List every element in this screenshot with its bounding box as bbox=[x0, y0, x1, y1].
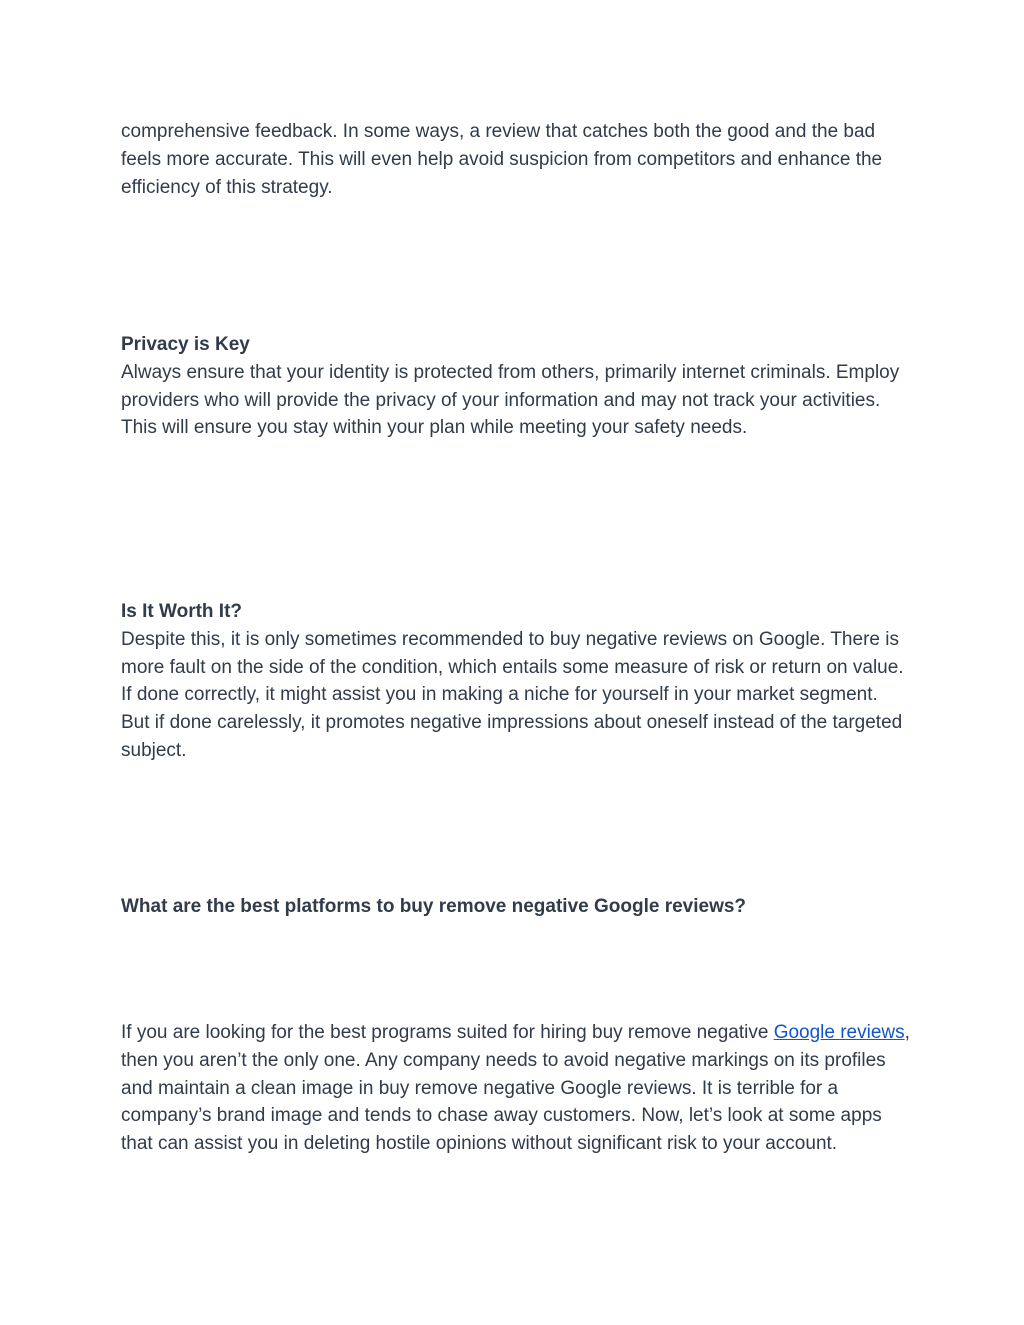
privacy-text: Always ensure that your identity is protected from others, primarily internet criminals. Employ providers who will provide the privacy of your information and may not track your activities. This will ensure you stay within your plan while meeting your safety needs. bbox=[121, 361, 900, 439]
closing-text bbox=[121, 1019, 911, 1158]
privacy-section bbox=[121, 331, 911, 442]
worth-section bbox=[121, 598, 911, 765]
privacy-heading: Privacy is Key bbox=[121, 334, 250, 355]
intro-paragraph bbox=[121, 118, 911, 201]
platforms-heading: What are the best platforms to buy remove negative Google reviews? bbox=[121, 896, 747, 917]
closing-text-before: If you are looking for the best programs suited for hiring buy remove negative bbox=[121, 1022, 774, 1043]
platforms-section bbox=[121, 893, 911, 921]
worth-heading: Is It Worth It? bbox=[121, 601, 243, 622]
closing-text-after: , then you aren’t the only one. Any company needs to avoid negative markings on its profiles and maintain a clean image in buy remove negative Google reviews. It is terrible for a company’s brand image and tends to chase away customers. Now, let’s look at some apps that can assist you in deleting hostile opinions without significant risk to your account. bbox=[121, 1022, 910, 1155]
closing-paragraph bbox=[121, 1019, 911, 1158]
intro-text: comprehensive feedback. In some ways, a review that catches both the good and the bad feels more accurate. This will even help avoid suspicion from competitors and enhance the efficiency of this strategy. bbox=[121, 121, 883, 198]
google-reviews-link[interactable]: Google reviews bbox=[773, 1022, 905, 1043]
worth-text: Despite this, it is only sometimes recommended to buy negative reviews on Google. There is more fault on the side of the condition, which entails some measure of risk or return on value. If done correctly, it might assist you in making a niche for yourself in your market segment. But if done carelessly, it promotes negative impressions about oneself instead of the targeted subject. bbox=[121, 628, 904, 761]
